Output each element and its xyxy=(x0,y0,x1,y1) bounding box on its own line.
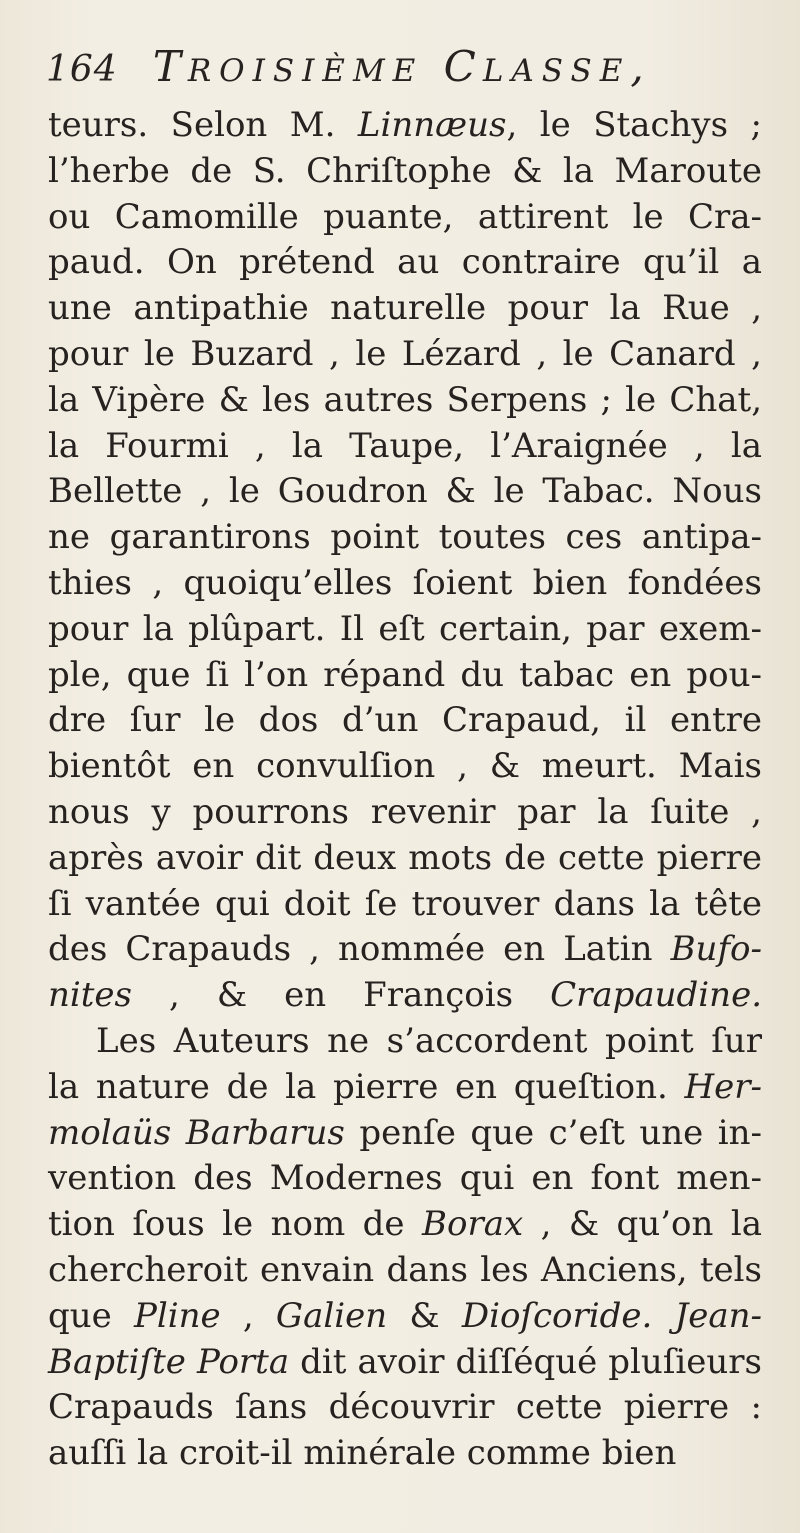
text-segment: pour le Buzard , le Lézard , le Canard , xyxy=(48,333,762,374)
italic-text: Borax xyxy=(422,1204,524,1245)
text-segment: ſi vantée qui doit ſe trouver dans la tête xyxy=(48,883,762,924)
text-line xyxy=(48,1248,762,1294)
italic-text: Jean- xyxy=(674,1295,762,1336)
text-line xyxy=(48,1019,762,1065)
text-line xyxy=(48,1111,762,1157)
text-segment: teurs. Selon M. xyxy=(48,105,358,145)
text-segment: Les Auteurs ne s’accordent point ſur xyxy=(96,1020,762,1061)
text-segment: chercheroit envain dans les Anciens, tels xyxy=(48,1249,762,1290)
text-segment: que xyxy=(48,1295,134,1336)
text-segment: vention des Modernes qui en font men- xyxy=(48,1158,762,1199)
page-number: 164 xyxy=(46,49,118,90)
text-segment: auſſi la croit-il minérale comme bien xyxy=(48,1433,677,1474)
text-line xyxy=(48,515,762,561)
text-segment: Crapauds ſans découvrir cette pierre : xyxy=(48,1387,762,1428)
text-segment: pour la plûpart. Il eſt certain, par exem- xyxy=(48,608,762,649)
text-line xyxy=(48,973,762,1019)
page-header xyxy=(46,42,766,102)
italic-text: Galien xyxy=(275,1295,388,1336)
text-segment: après avoir dit deux mots de cette pierre xyxy=(48,837,762,878)
text-line xyxy=(48,195,762,241)
italic-text: Baptiſte Porta xyxy=(48,1341,290,1382)
text-segment: ple, que ſi l’on répand du tabac en pou- xyxy=(48,654,762,695)
text-segment: la Vipère & les autres Serpens ; le Chat, xyxy=(48,379,762,420)
text-segment: , le Stachys ; xyxy=(506,105,762,145)
text-line xyxy=(48,1294,762,1340)
text-line xyxy=(48,744,762,790)
text-line xyxy=(48,286,762,332)
text-segment: Bellette , le Goudron & le Tabac. Nous xyxy=(48,471,762,512)
text-line xyxy=(48,561,762,607)
text-line xyxy=(48,424,762,470)
running-title xyxy=(153,42,651,91)
text-line xyxy=(48,332,762,378)
title-initial: C xyxy=(443,42,483,91)
title-punctuation: , xyxy=(630,42,651,91)
text-segment: dit avoir diſſéqué pluſieurs xyxy=(289,1341,762,1382)
text-segment: tion ſous le nom de xyxy=(48,1204,422,1245)
text-segment: une antipathie naturelle pour la Rue , xyxy=(48,288,762,329)
text-line xyxy=(48,927,762,973)
text-segment: bientôt en convulſion , & meurt. Mais xyxy=(48,746,762,787)
text-segment: ne garantirons point toutes ces antipa- xyxy=(48,517,762,558)
text-line xyxy=(48,653,762,699)
italic-text: Crapaudine. xyxy=(550,975,762,1016)
text-line xyxy=(48,103,762,149)
title-word: LASSE xyxy=(482,53,631,89)
text-line xyxy=(48,1065,762,1111)
text-line xyxy=(48,607,762,653)
title-initial: T xyxy=(152,42,188,91)
text-segment: la nature de la pierre en queſtion. xyxy=(48,1066,685,1107)
italic-text: Dioſcoride. xyxy=(461,1295,653,1336)
text-line xyxy=(48,882,762,928)
text-line xyxy=(48,1202,762,1248)
text-segment xyxy=(652,1296,674,1336)
text-segment: paud. On prétend au contraire qu’il a xyxy=(48,242,762,283)
italic-text: molaüs Barbarus xyxy=(48,1112,345,1153)
text-line xyxy=(48,469,762,515)
text-segment: nous y pourrons revenir par la ſuite , xyxy=(48,791,762,832)
text-segment: dre ſur le dos d’un Crapaud, il entre xyxy=(48,700,762,741)
italic-text: Bufo- xyxy=(670,929,762,970)
body-text xyxy=(48,103,762,1477)
italic-text: Pline xyxy=(134,1295,221,1336)
italic-text: Linnæus xyxy=(357,105,507,145)
text-line xyxy=(48,240,762,286)
title-word: ROISIÈME xyxy=(187,53,424,89)
text-segment: penſe que c’eſt une in- xyxy=(344,1112,762,1153)
text-line xyxy=(48,1340,762,1386)
text-segment: ou Camomille puante, attirent le Cra- xyxy=(48,196,762,237)
text-line xyxy=(48,1156,762,1202)
text-segment: des Crapauds , nommée en Latin xyxy=(48,929,671,970)
text-segment: thies , quoiqu’elles ſoient bien fondées xyxy=(48,562,762,603)
text-segment: la Fourmi , la Taupe, l’Araignée , la xyxy=(48,425,762,466)
text-segment: , xyxy=(220,1295,276,1336)
text-line xyxy=(48,149,762,195)
text-line xyxy=(48,790,762,836)
text-line xyxy=(48,698,762,744)
text-segment: , & qu’on la xyxy=(523,1204,762,1245)
text-line xyxy=(48,836,762,882)
italic-text: Her- xyxy=(684,1066,762,1107)
text-line xyxy=(48,1431,762,1477)
text-segment: & xyxy=(387,1295,462,1336)
text-segment: , & en François xyxy=(132,975,551,1016)
text-segment: l’herbe de S. Chriſtophe & la Maroute xyxy=(48,150,762,191)
text-line xyxy=(48,1385,762,1431)
text-line xyxy=(48,378,762,424)
italic-text: nites xyxy=(48,975,133,1016)
